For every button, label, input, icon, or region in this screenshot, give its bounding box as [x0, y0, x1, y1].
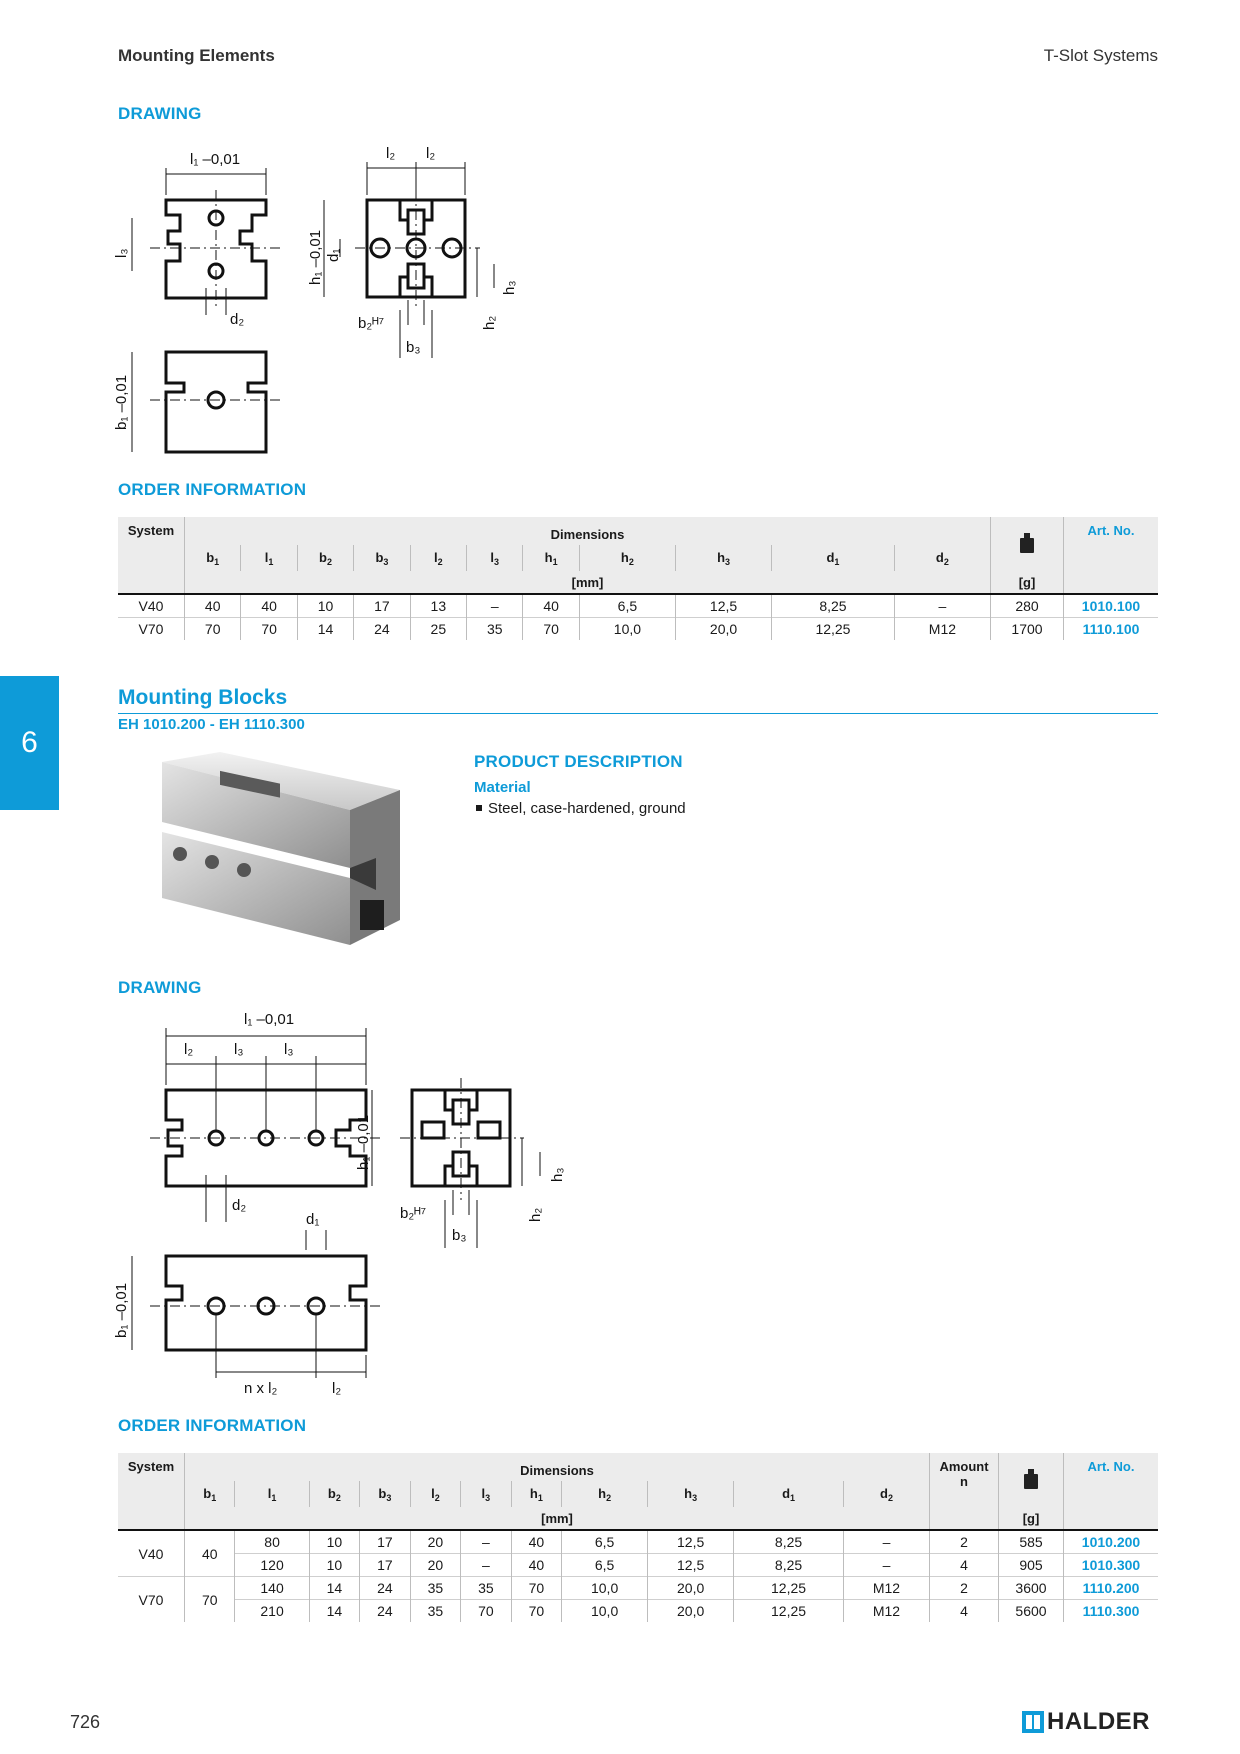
product-title: Mounting Blocks [118, 686, 288, 709]
cell-dim: 10,0 [562, 1600, 648, 1623]
cell-dim: – [467, 594, 523, 618]
table-row [118, 1530, 1158, 1554]
cell-dim: 35 [410, 1577, 460, 1600]
cell-dim: 120 [235, 1554, 309, 1577]
dim-subscript: 3 [485, 1492, 491, 1503]
dim-subscript: 1 [834, 556, 840, 567]
cell-dim: 14 [309, 1577, 359, 1600]
label-b3: b₃ [452, 1227, 467, 1244]
label-l2-b: l₂ [426, 145, 436, 162]
cell-dim: – [894, 594, 990, 618]
dim-header-l2 [410, 545, 466, 571]
dim-header-b1 [185, 1481, 235, 1507]
cell-dim: 10 [297, 594, 353, 618]
cell-dim: 20,0 [675, 618, 771, 641]
cell-dim: 6,5 [562, 1554, 648, 1577]
dim-header-b3 [354, 545, 410, 571]
dim-header-l3 [461, 1481, 511, 1507]
cell-dim: 17 [360, 1530, 410, 1554]
cell-amount: 4 [930, 1554, 999, 1577]
cell-dim: – [461, 1530, 511, 1554]
cell-dim: 10,0 [579, 618, 675, 641]
cell-dim: 12,25 [734, 1600, 844, 1623]
label-b2h7: b₂ᴴ⁷ [358, 315, 385, 332]
brand-logo [1022, 1708, 1150, 1736]
cell-dim: 20,0 [648, 1600, 734, 1623]
weight-icon [991, 517, 1064, 571]
dim-letter: h [717, 549, 726, 565]
dim-letter: l [267, 1485, 272, 1501]
cell-dim: 40 [185, 594, 241, 618]
cell-dim: – [843, 1530, 929, 1554]
dim-subscript: 1 [552, 556, 558, 567]
product-photo-mounting-block [150, 750, 410, 950]
cell-artno: 1010.300 [1064, 1554, 1159, 1577]
dim-subscript: 2 [437, 556, 443, 567]
cell-dim: 80 [235, 1530, 309, 1554]
cell-dim: 14 [297, 618, 353, 641]
label-h1: h₁ –0,01 [307, 229, 324, 285]
dim-header-l1 [235, 1481, 309, 1507]
cell-dim: 10,0 [562, 1577, 648, 1600]
cell-artno: 1110.300 [1064, 1600, 1159, 1623]
cell-dim: 210 [235, 1600, 309, 1623]
dim-letter: b [203, 1485, 212, 1501]
label-l3: l₃ [113, 248, 130, 258]
dim-letter: h [529, 1485, 538, 1501]
label-l3-b: l₃ [284, 1041, 294, 1058]
table-row [118, 1600, 1158, 1623]
label-l3-a: l₃ [234, 1041, 244, 1058]
dim-header-d1 [772, 545, 895, 571]
drawing-heading-1: DRAWING [118, 104, 202, 123]
cell-dim: M12 [843, 1577, 929, 1600]
cell-artno: 1010.200 [1064, 1530, 1159, 1554]
dim-subscript: 3 [383, 556, 389, 567]
dim-letter: d [782, 1485, 791, 1501]
cell-dim: 24 [354, 618, 410, 641]
dim-header-d2 [843, 1481, 929, 1507]
cell-dim: 40 [241, 594, 297, 618]
dim-header-b1 [185, 545, 241, 571]
dim-letter: h [684, 1485, 693, 1501]
header-system: T-Slot Systems [1043, 46, 1158, 65]
order-table-mounting-blocks [118, 1453, 1158, 1622]
table-row [118, 1577, 1158, 1600]
cell-system: V70 [118, 1577, 185, 1623]
label-h2: h₂ [527, 1207, 544, 1222]
order-heading-1: ORDER INFORMATION [118, 480, 307, 499]
col-dimensions: Dimensions [185, 517, 991, 545]
unit-mm: [mm] [185, 1507, 930, 1530]
cell-dim: – [843, 1554, 929, 1577]
dim-letter: d [826, 549, 835, 565]
label-b1: b₁ –0,01 [113, 1282, 130, 1338]
dim-header-b2 [309, 1481, 359, 1507]
cell-artno: 1110.100 [1064, 618, 1159, 641]
table-row [118, 594, 1158, 618]
label-l2-bottom: l₂ [332, 1380, 342, 1397]
cell-dim: 8,25 [772, 594, 895, 618]
dim-header-h3 [648, 1481, 734, 1507]
dim-subscript: 3 [494, 556, 500, 567]
label-l2: l₂ [184, 1041, 194, 1058]
title-rule [118, 713, 1158, 714]
dim-subscript: 1 [214, 556, 220, 567]
label-b1: b₁ –0,01 [113, 374, 130, 430]
dim-header-b2 [297, 545, 353, 571]
cell-weight: 3600 [999, 1577, 1064, 1600]
cell-amount: 4 [930, 1600, 999, 1623]
dim-subscript: 1 [211, 1492, 217, 1503]
cell-dim: 70 [523, 618, 579, 641]
label-d1: d₁ [325, 248, 342, 262]
col-system: System [127, 523, 175, 538]
col-artno: Art. No. [1064, 517, 1159, 594]
cell-dim: 70 [241, 618, 297, 641]
dim-subscript: 1 [537, 1492, 543, 1503]
cell-dim: 35 [410, 1600, 460, 1623]
cell-dim: 70 [511, 1600, 561, 1623]
cell-dim: M12 [894, 618, 990, 641]
cell-dim: 13 [410, 594, 466, 618]
dim-header-b3 [360, 1481, 410, 1507]
dim-header-h1 [523, 545, 579, 571]
cell-dim: 12,25 [772, 618, 895, 641]
dim-subscript: 1 [790, 1492, 796, 1503]
dim-header-l2 [410, 1481, 460, 1507]
dim-letter: h [598, 1485, 607, 1501]
cell-artno: 1110.200 [1064, 1577, 1159, 1600]
label-h3: h₃ [501, 280, 518, 295]
dim-letter: b [378, 1485, 387, 1501]
col-dimensions: Dimensions [185, 1453, 930, 1481]
order-table-mounting-elements [118, 517, 1158, 640]
cell-dim: 12,5 [648, 1530, 734, 1554]
cell-system: V40 [118, 594, 185, 618]
table-row [118, 618, 1158, 641]
technical-drawing-mounting-block [110, 1010, 630, 1410]
dim-subscript: 3 [725, 556, 731, 567]
page-number: 726 [70, 1712, 101, 1732]
cell-weight: 280 [991, 594, 1064, 618]
cell-b1: 40 [185, 1530, 235, 1577]
cell-weight: 1700 [991, 618, 1064, 641]
halder-logo-icon [1022, 1711, 1044, 1733]
dim-subscript: 3 [386, 1492, 392, 1503]
dim-header-l1 [241, 545, 297, 571]
cell-dim: 35 [467, 618, 523, 641]
cell-dim: 20 [410, 1530, 460, 1554]
cell-dim: 8,25 [734, 1554, 844, 1577]
unit-g: [g] [991, 571, 1064, 594]
dim-letter: l [481, 1485, 486, 1501]
cell-dim: 10 [309, 1530, 359, 1554]
cell-dim: 14 [309, 1600, 359, 1623]
material-label: Material [474, 779, 531, 796]
cell-dim: 70 [185, 618, 241, 641]
cell-b1: 70 [185, 1577, 235, 1623]
chapter-tab: 6 [0, 676, 59, 810]
weight-icon [999, 1453, 1064, 1507]
dim-letter: l [434, 549, 438, 565]
cell-dim: 6,5 [562, 1530, 648, 1554]
cell-dim: 40 [511, 1530, 561, 1554]
dim-letter: h [620, 549, 629, 565]
label-l1: l₁ –0,01 [244, 1011, 295, 1028]
cell-dim: 70 [511, 1577, 561, 1600]
dim-subscript: 1 [268, 556, 274, 567]
cell-dim: M12 [843, 1600, 929, 1623]
dim-header-h2 [579, 545, 675, 571]
dim-header-l3 [467, 545, 523, 571]
label-b3: b₃ [406, 339, 421, 356]
dim-letter: b [319, 549, 327, 565]
dim-header-h2 [562, 1481, 648, 1507]
cell-dim: 24 [360, 1577, 410, 1600]
product-code-range: EH 1010.200 - EH 1110.300 [118, 716, 305, 733]
dim-letter: b [327, 1485, 336, 1501]
dim-subscript: 2 [434, 1492, 440, 1503]
technical-drawing-mounting-element [110, 140, 570, 470]
label-d2: d₂ [230, 311, 245, 328]
dim-subscript: 2 [887, 1492, 893, 1503]
dim-subscript: 2 [606, 1492, 612, 1503]
material-item [474, 800, 686, 817]
dim-header-d1 [734, 1481, 844, 1507]
dim-letter: l [490, 549, 495, 565]
product-description-heading: PRODUCT DESCRIPTION [474, 752, 683, 771]
cell-dim: 40 [511, 1554, 561, 1577]
cell-dim: 17 [354, 594, 410, 618]
cell-dim: 6,5 [579, 594, 675, 618]
dim-letter: l [431, 1485, 435, 1501]
cell-dim: 20,0 [648, 1577, 734, 1600]
cell-weight: 585 [999, 1530, 1064, 1554]
cell-dim: 12,5 [648, 1554, 734, 1577]
brand-name: HALDER [1047, 1708, 1150, 1735]
cell-dim: 17 [360, 1554, 410, 1577]
label-h1: h₁ –0,01 [355, 1114, 372, 1170]
dim-header-d2 [894, 545, 990, 571]
table-row [118, 1554, 1158, 1577]
cell-dim: 12,25 [734, 1577, 844, 1600]
cell-amount: 2 [930, 1530, 999, 1554]
cell-dim: 140 [235, 1577, 309, 1600]
cell-weight: 5600 [999, 1600, 1064, 1623]
dim-letter: h [544, 549, 553, 565]
label-l2-a: l₂ [386, 145, 396, 162]
dim-letter: b [375, 549, 384, 565]
label-b2h7: b₂ᴴ⁷ [400, 1205, 427, 1222]
block-side-view [166, 352, 266, 452]
drawing-heading-2: DRAWING [118, 978, 202, 997]
dim-subscript: 2 [628, 556, 634, 567]
cell-dim: 8,25 [734, 1530, 844, 1554]
cell-amount: 2 [930, 1577, 999, 1600]
dim-subscript: 2 [326, 556, 332, 567]
unit-mm: [mm] [185, 571, 991, 594]
cell-system: V70 [118, 618, 185, 641]
cell-weight: 905 [999, 1554, 1064, 1577]
material-text: Steel, case-hardened, ground [488, 800, 686, 817]
dim-header-h3 [675, 545, 771, 571]
dim-subscript: 2 [943, 556, 949, 567]
header-category: Mounting Elements [118, 46, 275, 65]
dim-subscript: 1 [271, 1492, 277, 1503]
dim-letter: d [935, 549, 944, 565]
dim-letter: l [264, 549, 269, 565]
cell-dim: 12,5 [675, 594, 771, 618]
dim-letter: b [206, 549, 215, 565]
cell-dim: 20 [410, 1554, 460, 1577]
dim-subscript: 2 [335, 1492, 341, 1503]
label-h2: h₂ [481, 315, 498, 330]
cell-artno: 1010.100 [1064, 594, 1159, 618]
label-d2: d₂ [232, 1197, 247, 1214]
cell-dim: 70 [461, 1600, 511, 1623]
cell-dim: 24 [360, 1600, 410, 1623]
col-artno: Art. No. [1064, 1453, 1159, 1530]
cell-dim: 10 [309, 1554, 359, 1577]
cell-dim: – [461, 1554, 511, 1577]
dim-header-h1 [511, 1481, 561, 1507]
cell-dim: 25 [410, 618, 466, 641]
label-h3: h₃ [549, 1167, 566, 1182]
cell-dim: 40 [523, 594, 579, 618]
cell-dim: 35 [461, 1577, 511, 1600]
col-system: System [127, 1459, 175, 1474]
order-heading-2: ORDER INFORMATION [118, 1416, 307, 1435]
unit-g: [g] [999, 1507, 1064, 1530]
label-d1: d₁ [306, 1211, 320, 1228]
label-l1: l₁ –0,01 [190, 151, 241, 168]
dim-letter: d [879, 1485, 888, 1501]
label-nxl2: n x l₂ [244, 1380, 278, 1397]
col-amount: Amount n [930, 1453, 999, 1530]
bullet-square-icon [476, 805, 482, 811]
block-side-view [166, 1256, 366, 1350]
dim-subscript: 3 [692, 1492, 698, 1503]
cell-system: V40 [118, 1530, 185, 1577]
